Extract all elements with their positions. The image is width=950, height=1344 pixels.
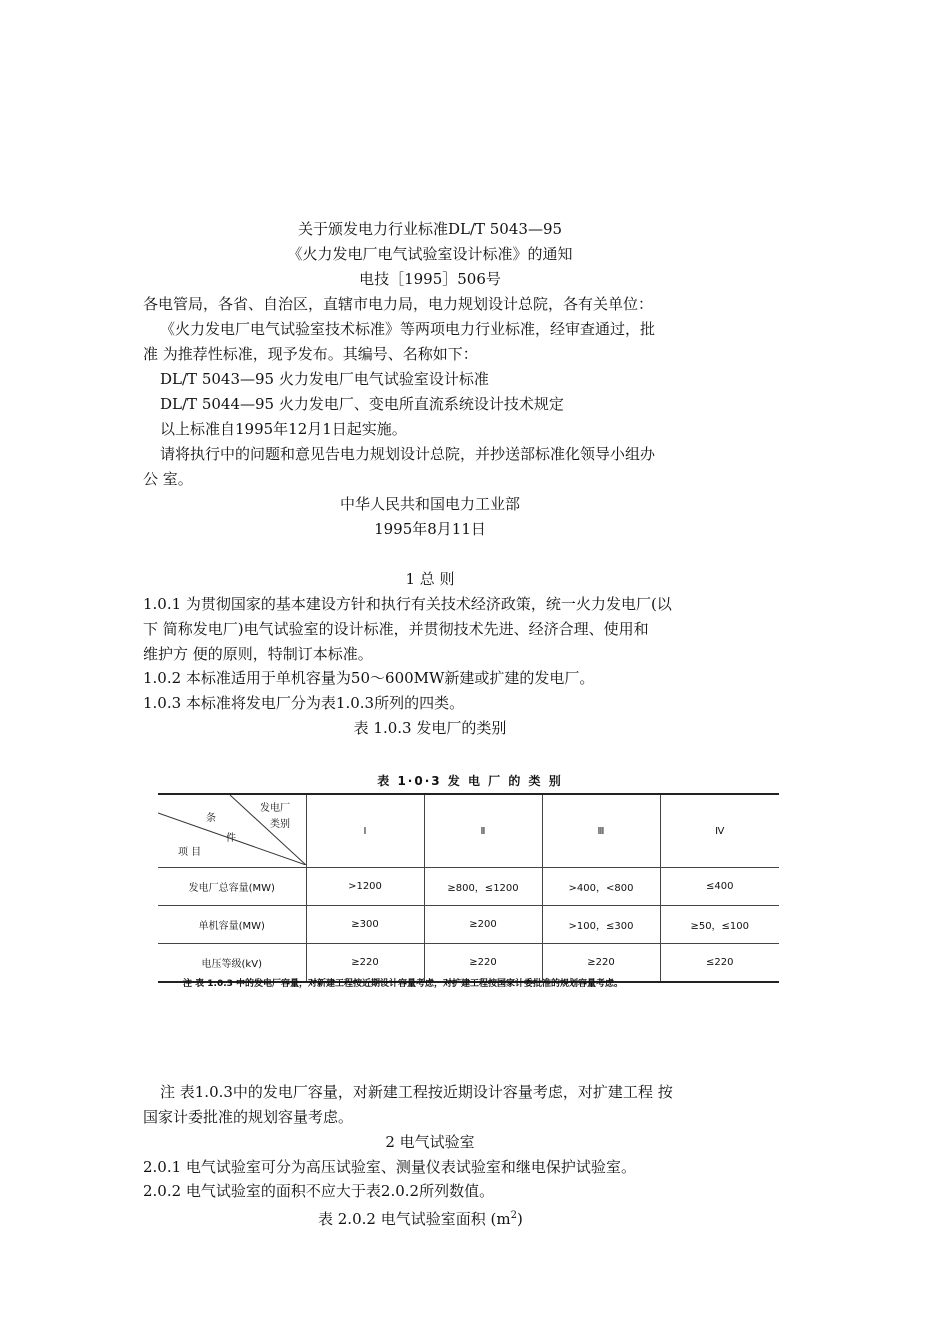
table-1-0-3-caption: 表 1.0.3 发电厂的类别 <box>353 719 507 737</box>
caption-text: 表 2.0.2 电气试验室面积 (m <box>318 1210 511 1228</box>
table-cell: ≥220 <box>306 944 424 983</box>
table-cell: ≥300 <box>306 906 424 944</box>
row-label: 发电厂总容量(MW) <box>158 868 306 906</box>
notice-paragraph-1-cont: 准 为推荐性标准，现予发布。其编号、名称如下： <box>143 345 478 363</box>
corner-label-item: 项 目 <box>178 847 202 858</box>
table-cell: ≥220 <box>542 944 660 983</box>
clause-1-0-1-cont: 下 简称发电厂)电气试验室的设计标准，并贯彻技术先进、经济合理、使用和 <box>143 620 649 638</box>
table-cell: ≤400 <box>660 868 779 906</box>
issuer: 中华人民共和国电力工业部 <box>339 495 520 513</box>
corner-label-category: 类别 <box>270 819 290 830</box>
table-1-0-3-title: 表 1·0·3 发 电 厂 的 类 别 <box>377 774 563 788</box>
table-2-0-2-caption <box>318 1206 523 1229</box>
effective-date: 以上标准自1995年12月1日起实施。 <box>160 420 407 438</box>
notice-paragraph-2: 请将执行中的问题和意见告电力规划设计总院，并抄送部标准化领导小组办 <box>160 445 656 463</box>
clause-1-0-2: 1.0.2 本标准适用于单机容量为50～600MW新建或扩建的发电厂。 <box>143 669 595 687</box>
table-cell: ≥50，≤100 <box>660 906 779 944</box>
table-cell: >100，≤300 <box>542 906 660 944</box>
clause-2-0-2: 2.0.2 电气试验室的面积不应大于表2.0.2所列数值。 <box>143 1182 495 1200</box>
notice-paragraph-1: 《火力发电厂电气试验室技术标准》等两项电力行业标准，经审查通过，批 <box>160 320 656 338</box>
corner-label-condition-1: 条 <box>206 813 216 824</box>
note-line-2: 国家计委批准的规划容量考虑。 <box>143 1108 354 1126</box>
row-label: 电压等级(kV) <box>158 944 306 983</box>
issue-date: 1995年8月11日 <box>374 520 486 538</box>
standard-item-2: DL/T 5044—95 火力发电厂、变电所直流系统设计技术规定 <box>160 395 564 413</box>
table-header-row <box>158 794 779 868</box>
notice-title-line1: 关于颁发电力行业标准DL/T 5043—95 <box>297 220 563 238</box>
table-cell: ≥800，≤1200 <box>424 868 542 906</box>
column-header: Ⅲ <box>542 794 660 868</box>
clause-1-0-1-end: 维护方 便的原则，特制订本标准。 <box>143 645 373 663</box>
corner-label-plant: 发电厂 <box>260 803 290 814</box>
column-header: Ⅱ <box>424 794 542 868</box>
note-line-1: 注 表1.0.3中的发电厂容量，对新建工程按近期设计容量考虑，对扩建工程 按 <box>160 1083 673 1101</box>
table-row <box>158 868 779 906</box>
table-row <box>158 906 779 944</box>
caption-superscript: 2 <box>510 1210 517 1221</box>
clause-1-0-3: 1.0.3 本标准将发电厂分为表1.0.3所列的四类。 <box>143 694 465 712</box>
table-cell: >400，<800 <box>542 868 660 906</box>
notice-paragraph-2-cont: 公 室。 <box>143 470 193 488</box>
clause-2-0-1: 2.0.1 电气试验室可分为高压试验室、测量仪表试验室和继电保护试验室。 <box>143 1158 636 1176</box>
table-cell: ≤220 <box>660 944 779 983</box>
column-header: Ⅰ <box>306 794 424 868</box>
section-1-heading: 1 总 则 <box>405 570 455 588</box>
power-plant-category-table <box>158 793 779 983</box>
table-1-0-3-note: 注 表 1.0.3 中的发电厂容量，对新建工程按近期设计容量考虑，对扩建工程按国家计委批准的规划容量考虑。 <box>183 979 624 989</box>
table-cell: ≥220 <box>424 944 542 983</box>
clause-1-0-1: 1.0.1 为贯彻国家的基本建设方针和执行有关技术经济政策，统一火力发电厂(以 <box>143 595 672 613</box>
notice-title-line2: 《火力发电厂电气试验室设计标准》的通知 <box>287 245 573 263</box>
corner-label-condition-2: 件 <box>226 833 236 844</box>
section-2-heading: 2 电气试验室 <box>385 1133 475 1151</box>
addressees: 各电管局，各省、自治区，直辖市电力局，电力规划设计总院，各有关单位： <box>143 295 654 313</box>
row-label: 单机容量(MW) <box>158 906 306 944</box>
column-header: Ⅳ <box>660 794 779 868</box>
document-number: 电技［1995］506号 <box>359 270 501 288</box>
table-cell: >1200 <box>306 868 424 906</box>
caption-close: ) <box>516 1210 523 1228</box>
standard-item-1: DL/T 5043—95 火力发电厂电气试验室设计标准 <box>160 370 489 388</box>
table-cell: ≥200 <box>424 906 542 944</box>
table-corner-cell <box>158 794 306 868</box>
